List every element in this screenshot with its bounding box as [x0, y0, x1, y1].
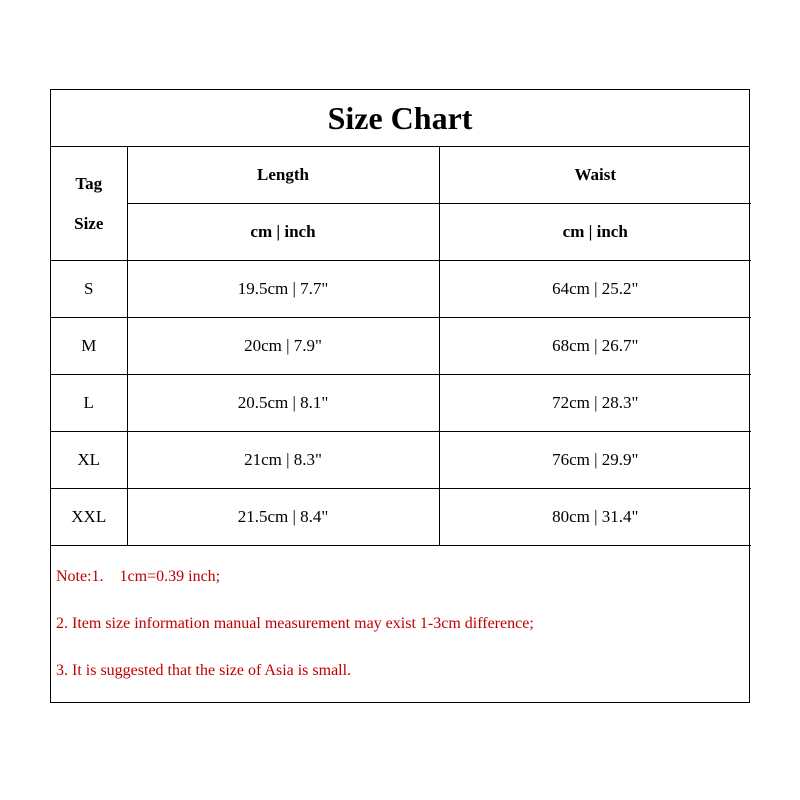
table-row: [51, 489, 751, 546]
note-line-3: 3. It is suggested that the size of Asia is small.: [56, 662, 352, 679]
length-units: cm | inch: [127, 204, 439, 261]
note-line-1: Note:1. 1cm=0.39 inch;: [56, 568, 221, 585]
size-cell: L: [51, 375, 127, 432]
tag-size-header: [51, 147, 127, 261]
waist-cell: 80cm | 31.4": [439, 489, 751, 546]
waist-cell: 64cm | 25.2": [439, 261, 751, 318]
chart-title: Size Chart: [51, 90, 749, 147]
size-cell: M: [51, 318, 127, 375]
tag-header-line1: Tag: [75, 173, 103, 193]
waist-cell: 76cm | 29.9": [439, 432, 751, 489]
size-table: [51, 147, 751, 546]
notes-section: [51, 553, 749, 694]
waist-header: Waist: [439, 147, 751, 204]
note-line-2: 2. Item size information manual measurement may exist 1-3cm difference;: [56, 615, 534, 632]
waist-cell: 68cm | 26.7": [439, 318, 751, 375]
length-cell: 20cm | 7.9": [127, 318, 439, 375]
length-cell: 19.5cm | 7.7": [127, 261, 439, 318]
table-row: [51, 375, 751, 432]
size-chart-frame: [50, 89, 750, 703]
length-cell: 21.5cm | 8.4": [127, 489, 439, 546]
size-cell: XL: [51, 432, 127, 489]
header-row: [51, 147, 751, 204]
length-cell: 20.5cm | 8.1": [127, 375, 439, 432]
table-row: [51, 432, 751, 489]
units-row: [51, 204, 751, 261]
size-cell: XXL: [51, 489, 127, 546]
size-cell: S: [51, 261, 127, 318]
table-row: [51, 318, 751, 375]
table-row: [51, 261, 751, 318]
waist-units: cm | inch: [439, 204, 751, 261]
tag-header-line2: Size: [74, 213, 104, 233]
length-cell: 21cm | 8.3": [127, 432, 439, 489]
waist-cell: 72cm | 28.3": [439, 375, 751, 432]
length-header: Length: [127, 147, 439, 204]
